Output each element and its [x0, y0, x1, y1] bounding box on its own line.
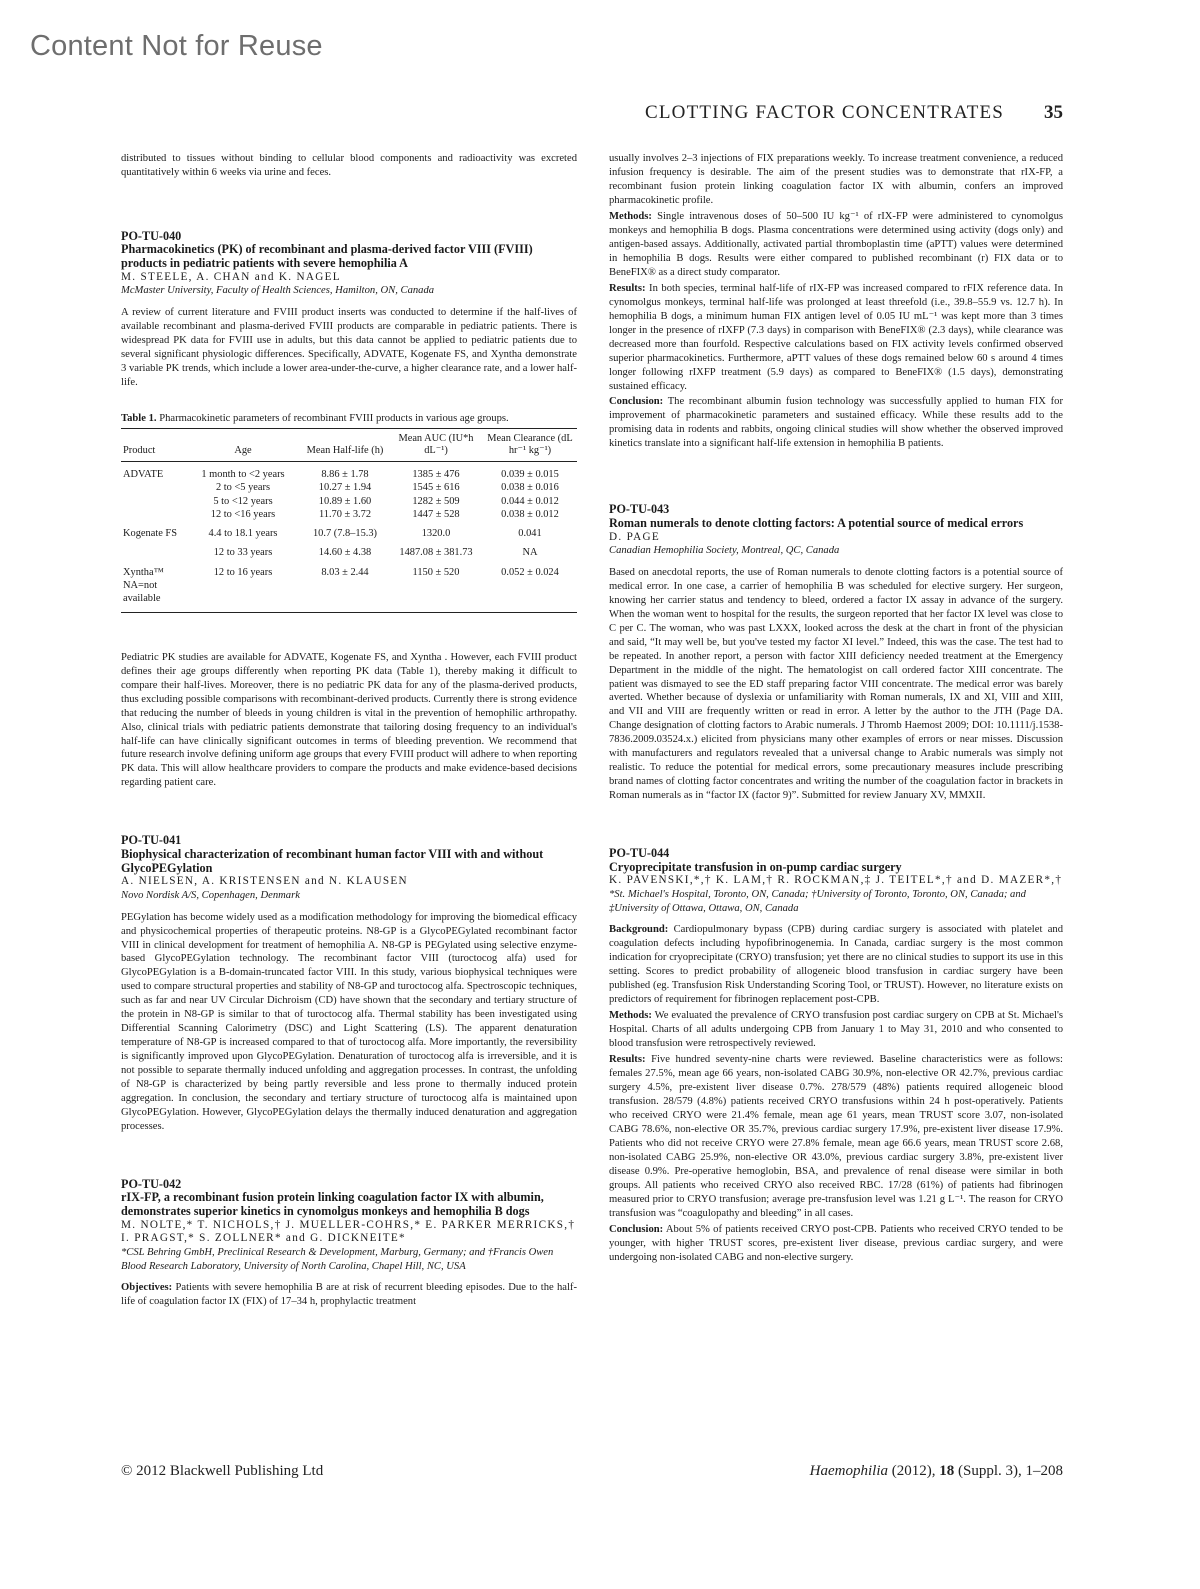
abstract-id: PO-TU-041 [121, 833, 182, 848]
abstract-affiliation: Canadian Hemophilia Society, Montreal, QC, Canada [609, 544, 840, 556]
table-cell: 12 to <16 years [210, 508, 276, 520]
section-label: Methods: [609, 210, 652, 222]
table-cell: 12 to 16 years [213, 566, 273, 578]
table-cell: 10.89 ± 1.60 [318, 495, 372, 507]
table-cell: 12 to 33 years [213, 547, 273, 559]
section-label: Methods: [609, 1010, 652, 1022]
table-cell [121, 495, 185, 508]
section-text: Cardiopulmonary bypass (CPB) during cardiac surgery is associated with platelet and coagulation defects including hypofibrinogenemia. In Canada, cardiac surgery is the most common indication for cryoprecipitate (CRYO) transfusion; yet there are no clinical studies to support its use in this setting. Scores to predict probability of allogeneic blood transfusion in cardiac surgery have been published (eg. Transfusion Risk Understanding Scoring Tool, or TRUST). However, no literature exists on predictors of requirement for fibrinogen replacement post-CPB. [609, 924, 1063, 1006]
abstract-conclusion [609, 1223, 1063, 1265]
citation-year: (2012), [891, 1463, 936, 1479]
citation-volume: 18 [939, 1463, 955, 1479]
abstract-authors: A. NIELSEN, A. KRISTENSEN and N. KLAUSEN [121, 875, 408, 888]
journal-name: Haemophilia [809, 1463, 888, 1479]
table-header-row [121, 428, 577, 461]
copyright-footer: © 2012 Blackwell Publishing Ltd [121, 1463, 324, 1479]
table-cell: 0.044 ± 0.012 [501, 495, 559, 507]
table-cell: 0.038 ± 0.012 [501, 508, 559, 520]
abstract-po-tu-043 [609, 503, 1063, 803]
abstract-po-tu-040 [121, 230, 577, 790]
right-column [609, 152, 1063, 1267]
section-title: CLOTTING FACTOR CONCENTRATES [645, 102, 1005, 123]
abstract-po-tu-044 [609, 847, 1063, 1264]
table-header-cell: Mean Half-life (h) [301, 428, 389, 461]
section-label: Conclusion: [609, 396, 664, 408]
table-row [121, 508, 577, 521]
section-text: Five hundred seventy-nine charts were reviewed. Baseline characteristics were as follows: females 27.5%, mean age 66 years, non-isolated CABG 30.9%, non-elective OR 42.7%, previous cardiac surgery 4.5%, pre-existent liver disease 0.7%. 278/579 (48%) patients required allogeneic blood transfusion. 28/579 (4.8%) patients received CRYO transfusions within 24 h post-operatively. Patients who received CRYO were 21.4% female, mean age 61 years, mean TRUST score 3.07, non-isolated CABG 78.6%, non-elective OR 35.7%, previous cardiac surgery 17.9%, pre-existent liver disease 17.9%. Patients who did not receive CRYO were 27.8% female, mean age 66.6 years, mean TRUST score 2.68, non-isolated CABG 25.9%, non-elective OR 43.0%, previous cardiac surgery 3.8%, pre-existent liver disease 0.9%. Pre-operative hemoglobin, BSA, and prevalence of renal disease were similar in both groups. All patients who received CRYO also received RBC. 17/28 (61%) of patients had fibrinogen measured prior to CRYO transfusion; average pre-transfusion level was 1.21 g L⁻¹. The reason for CRYO transfusion was “coagulopathy and bleeding” in all cases. [609, 1054, 1063, 1219]
table-row [121, 521, 577, 540]
abstract-methods [609, 210, 1063, 280]
table-cell: Kogenate FS [123, 528, 177, 540]
abstract-id: PO-TU-042 [121, 1177, 182, 1192]
section-label: Results: [609, 1054, 646, 1066]
table-cell: 1385 ± 476 [412, 468, 460, 480]
abstract-body: Based on anecdotal reports, the use of Roman numerals to denote clotting factors is a potential source of medical error. In one case, a carrier of hemophilia B was scheduled for elective surgery. Her surgeon, knowing her carrier status and tendency to bleed, ordered a factor IX assay in advance of the surgery. When the woman went to hospital for the results, the surgeon reported that her factor IX level was close to C per C. The woman, who was past LXXX, looked across the desk at the chart in front of the physician and said, “It may well be, but you've tested my factor XI level.” Indeed, this was the case. The test had to be repeated. In another report, a person with factor XIII deficiency needed treatment at the Emergency Department in the middle of the night. The hematologist on call ordered factor XIII concentrate. The patient was dismayed to see the ED staff preparing factor VIII concentrate. The medical error was barely averted. Whether because of dyslexia or unfamiliarity with Roman numerals, IX and XI, VIII and XIII, and VII and VIII are frequently written or read in error. A letter by the author to the JTH (Page DA. Change designation of clotting factors to Arabic numerals. J Thromb Haemost 2009; DOI: 10.1111/j.1538-7836.2009.03524.x.) elicited from physicians many other examples of errors or near misses. Discussion with manufacturers and regulators revealed that a universal change to Arabic numerals was simply not realistic. To reduce the potential for medical errors, some precautionary measures include prescribing brand names of clotting factor concentrates and writing the number of the coagulation factor in brackets in Roman numerals as in “factor IX (factor 9)”. Submitted for review January XV, MMXII. [609, 566, 1063, 802]
abstract-affiliation: *CSL Behring GmbH, Preclinical Research & Development, Marburg, Germany; and †Francis Owen Blood Research Laboratory, University of North Carolina, Chapel Hill, NC, USA [121, 1246, 554, 1272]
left-column [121, 152, 577, 1309]
abstract-affiliation: McMaster University, Faculty of Health Sciences, Hamilton, ON, Canada [121, 285, 435, 297]
abstract-body: Pediatric PK studies are available for ADVATE, Kogenate FS, and Xyntha . However, each FVIII product defines their age groups differently when reporting PK data (Table 1), thereby making it difficult to compare their half-lives. Moreover, there is no pediatric PK data for any of the plasma-derived products, thus excluding possible comparisons with recombinant-derived products. Currently there is strong evidence that reducing the number of bleeds in young children is vital in the prevention of hemophilic arthropathy. Also, clinical trials with pediatric patients demonstrate that tailoring dosing frequency to an individual's half-life can have clinically significant outcomes in terms of bleeding prevention. We recommend that future research involve defining uniform age groups that every FVIII product will adhere to when reporting PK data. This will allow healthcare providers to compare the products and make evidence-based decisions regarding patient care. [121, 651, 578, 789]
table-caption [121, 412, 577, 426]
table-row [121, 461, 577, 481]
table-header-cell: Mean AUC (IU*h dL⁻¹) [389, 428, 483, 461]
running-header [645, 102, 1063, 124]
table-cell: 11.70 ± 3.72 [318, 508, 372, 520]
table-header-cell: Product [121, 428, 185, 461]
table-cell: 1487.08 ± 381.73 [399, 547, 473, 559]
abstract-po-tu-041 [121, 834, 577, 1134]
abstract-po-tu-042 [121, 1178, 577, 1309]
abstract-affiliation: *St. Michael's Hospital, Toronto, ON, Canada; †University of Toronto, Toronto, ON, Canada; and ‡University of Ottawa, Ottawa, ON, Canada [609, 888, 1026, 914]
table-header-cell: Age [185, 428, 301, 461]
section-text: Patients with severe hemophilia B are at risk of recurrent bleeding episodes. Due to the half-life of coagulation factor IX (FIX) of 17–34 h, prophylactic treatment [121, 1282, 577, 1308]
table-cell: 0.038 ± 0.016 [501, 482, 559, 494]
table-row [121, 481, 577, 494]
table-cell: 1150 ± 520 [412, 566, 460, 578]
section-text: Single intravenous doses of 50–500 IU kg⁻¹ of rIX-FP were administered to cynomolgus monkeys and hemophilia B dogs. Plasma concentrations were determined using activity (dogs only) and antigen-based assays. Additionally, activated partial thromboplastin time (aPTT) values were determined in hemophilia B dogs. Results were either compared to published recombinant (r) FIX data or to BeneFIX® as a direct study comparator. [609, 210, 1063, 278]
table-cell [121, 540, 185, 559]
abstract-results [609, 282, 1063, 394]
section-text: The recombinant albumin fusion technology was successfully applied to human FIX for improvement of pharmacokinetic parameters and sustained efficacy. While these results add to the promising data in rodents and rabbits, ongoing clinical studies will show whether the observed improved kinetics translate into a significant half-life extension in hemophilia B patients. [609, 396, 1063, 450]
table-row [121, 495, 577, 508]
table-cell: 2 to <5 years [215, 482, 271, 494]
table-cell: 10.7 (7.8–15.3) [312, 528, 378, 540]
journal-citation [768, 1463, 1063, 1480]
abstract-objectives [121, 1281, 577, 1309]
abstract-title: rIX-FP, a recombinant fusion protein linking coagulation factor IX with albumin, demonstrates superior kinetics in cynomolgus monkeys and hemophilia B dogs [121, 1190, 544, 1219]
table-cell: 14.60 ± 4.38 [318, 547, 372, 559]
abstract-methods [609, 1009, 1063, 1051]
abstract-authors: M. NOLTE,* T. NICHOLS,† J. MUELLER-COHRS,* E. PARKER MERRICKS,† I. PRAGST,* S. ZOLLNER* and G. DICKNEITE* [121, 1219, 576, 1245]
table-cell: 0.039 ± 0.015 [501, 468, 559, 480]
table-caption-text: Pharmacokinetic parameters of recombinant FVIII products in various age groups. [159, 412, 509, 424]
table-footnote: NA=not available [123, 580, 161, 605]
table-footnote-row [121, 579, 577, 612]
table-cell: 4.4 to 18.1 years [208, 528, 278, 540]
table-cell: ADVATE [123, 468, 164, 480]
intro-continuation: distributed to tissues without binding to cellular blood components and radioactivity was excreted quantitatively within 6 weeks via urine and feces. [121, 153, 577, 178]
table-cell: NA [522, 547, 538, 559]
table-cell: 1282 ± 509 [412, 495, 460, 507]
abstract-title: Cryoprecipitate transfusion in on-pump cardiac surgery [609, 859, 902, 874]
section-text: In both species, terminal half-life of rIX-FP was increased compared to rFIX reference data. In cynomolgus monkeys, terminal half-life was prolonged at least threefold (i.e., 39.8–55.9 vs. 12.7 h). In hemophilia B dogs, a minimum human FIX antigen level of 0.05 IU mL⁻¹ was kept more than 3 times longer in the presence of rIXFP (7.3 days) in comparison with BeneFIX® (2.3 days), while clearance was decreased more than fourfold. Respective calculations based on FIX activity levels confirmed observed superior pharmacokinetics. Furthermore, aPTT values of these dogs remained below 60 s around 4 times longer following rIXFP treatment (5.9 days) as compared to BeneFIX® (1.5 days), demonstrating sustained efficacy. [609, 282, 1063, 392]
abstract-title: Pharmacokinetics (PK) of recombinant and plasma-derived factor VIII (FVIII) products in pediatric patients with severe hemophilia A [121, 242, 533, 271]
abstract-conclusion [609, 395, 1063, 451]
section-label: Results: [609, 282, 646, 294]
table-cell: 10.27 ± 1.94 [318, 482, 372, 494]
table-cell: 8.86 ± 1.78 [321, 468, 369, 480]
table-cell: 1545 ± 616 [412, 482, 460, 494]
abstract-authors: D. PAGE [609, 530, 660, 543]
abstract-authors: K. PAVENSKI,*,† K. LAM,† R. ROCKMAN,‡ J. TEITEL*,† and D. MAZER*,† [609, 874, 1063, 887]
section-text: About 5% of patients received CRYO post-CPB. Patients who received CRYO tended to be younger, with higher TRUST scores, pre-existent liver disease, previous cardiac surgery, and were undergoing non-isolated CABG and non-elective surgery. [609, 1223, 1063, 1263]
pk-table [121, 428, 577, 613]
table-cell: 1447 ± 528 [412, 508, 460, 520]
table-caption-label: Table 1. [121, 412, 157, 424]
table-cell: 1320.0 [421, 528, 451, 540]
abstract-po-tu-042-continued [609, 152, 1063, 451]
abstract-results [609, 1053, 1063, 1221]
table-cell [121, 508, 185, 521]
abstract-id: PO-TU-040 [121, 228, 182, 243]
abstract-authors: M. STEELE, A. CHAN and K. NAGEL [121, 270, 341, 283]
table-row [121, 540, 577, 559]
abstract-affiliation: Novo Nordisk A/S, Copenhagen, Denmark [121, 889, 300, 901]
table-cell: 8.03 ± 2.44 [321, 566, 369, 578]
watermark: Content Not for Reuse [30, 30, 323, 62]
section-label: Background: [609, 924, 669, 936]
table-cell: 0.041 [518, 528, 542, 540]
citation-pages: (Suppl. 3), 1–208 [958, 1463, 1063, 1479]
abstract-body: PEGylation has become widely used as a modification methodology for improving the biomedical efficacy and physicochemical properties of therapeutic proteins. N8-GP is a GlycoPEGylated recombinant factor VIII in clinical development for treatment of hemophilia A. N8-GP is PEGylated using selective enzyme-based GlycoPEGylation technology. The recombinant factor VIII (turoctocog alfa) used for GlycoPEGylation is a B-domain-truncated factor VIII. In this study, various biophysical techniques were used to compare structural properties and stability of N8-GP and turoctocog alfa. Spectroscopic techniques, such as far and near UV Circular Dichroism (CD) have shown that the secondary and tertiary structure of the protein in N8-GP is similar to that of turoctocog alfa. Thermal stability has been investigated using Differential Scanning Calorimetry (DSC) and Light Scattering (LS). The apparent denaturation temperature of N8-GP is increased compared to that of turoctocog alfa. More importantly, the reversibility is significantly improved upon GlycoPEGylation. Denaturation of turoctocog alfa is irreversible, and it is not possible to separate thermally induced unfolding and aggregation processes. In contrast, the unfolding of N8-GP is characterized by being partly reversible and less prone to thermally induced protein aggregation. In conclusion, the secondary and tertiary structure of turoctocog alfa is maintained upon GlycoPEGylation. However, GlycoPEGylation delays the thermally induced denaturation and aggregation processes. [121, 911, 577, 1133]
abstract-body: A review of current literature and FVIII product inserts was conducted to determine if the half-lives of available recombinant and plasma-derived FVIII products are comparable in pediatric patients. There is widespread PK data for FVIII use in adults, but this data cannot be applied to pediatric patients due to several significant physiologic differences. Specifically, ADVATE, Kogenate FS, and Xyntha demonstrate 3 variable PK trends, which include a lower area-under-the-curve, a higher clearance rate, and a lower half-life. [121, 307, 577, 388]
table-row [121, 560, 577, 579]
table-cell [121, 481, 185, 494]
table-cell: 1 month to <2 years [201, 468, 285, 480]
section-label: Objectives: [121, 1282, 173, 1294]
section-label: Conclusion: [609, 1223, 664, 1235]
abstract-background [609, 923, 1063, 1007]
abstract-id: PO-TU-044 [609, 846, 670, 861]
abstract-title: Biophysical characterization of recombinant human factor VIII with and without GlycoPEGylation [121, 846, 544, 875]
abstract-objectives-continued: usually involves 2–3 injections of FIX preparations weekly. To increase treatment convenience, a reduced infusion frequency is desirable. The aim of the present studies was to demonstrate that rIX-FP, a recombinant fusion protein linking coagulation factor IX with albumin, confers an improved pharmacokinetic profile. [609, 153, 1063, 206]
table-cell: 0.052 ± 0.024 [501, 566, 559, 578]
table-header-cell: Mean Clearance (dL hr⁻¹ kg⁻¹) [483, 428, 577, 461]
section-text: We evaluated the prevalence of CRYO transfusion post cardiac surgery on CPB at St. Michael's Hospital. Charts of all adults undergoing CPB from January 1 to May 31, 2010 and who consented to blood transfusion were retrospectively reviewed. [609, 1010, 1063, 1050]
table-cell: 5 to <12 years [213, 495, 273, 507]
abstract-id: PO-TU-043 [609, 502, 670, 517]
abstract-title: Roman numerals to denote clotting factors: A potential source of medical errors [609, 515, 1024, 530]
page-number: 35 [1044, 102, 1063, 123]
table-cell: Xyntha™ [123, 566, 164, 578]
